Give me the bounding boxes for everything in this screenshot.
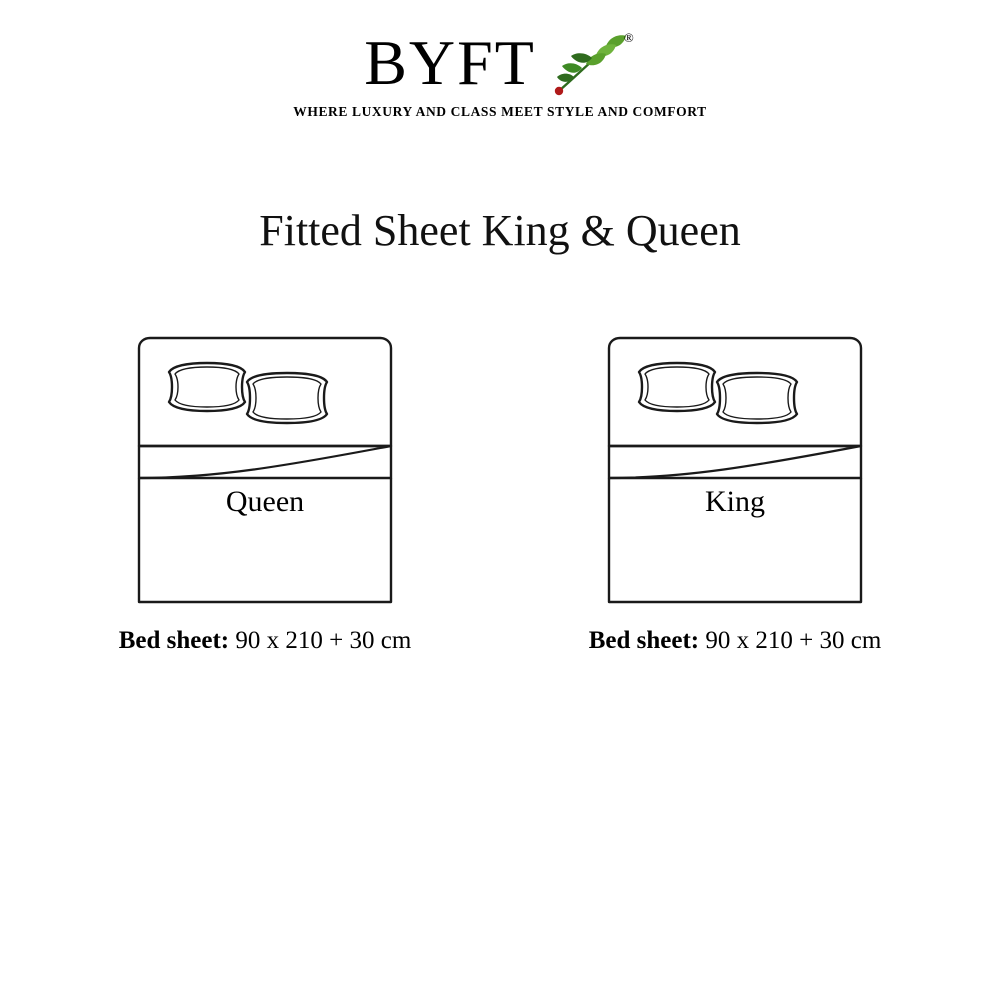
leaf-sprig-icon (546, 28, 636, 98)
registered-trademark-symbol: ® (623, 30, 634, 45)
brand-name: BYFT (364, 27, 536, 98)
bed-caption-label-queen: Bed sheet: (118, 627, 230, 654)
bed-label-king: King (705, 485, 765, 518)
bed-caption-label-king: Bed sheet: (588, 627, 700, 654)
bed-queen-icon (135, 330, 395, 605)
bed-block-king (588, 330, 882, 655)
bed-king-icon (605, 330, 865, 605)
page-title: Fitted Sheet King & Queen (259, 206, 741, 255)
bed-caption-value-queen: 90 x 210 + 30 cm (229, 627, 412, 654)
bed-caption-queen (45, 627, 485, 655)
bed-diagram-group (0, 330, 1000, 655)
bed-label-queen: Queen (225, 485, 305, 518)
brand-logo-row (0, 28, 1000, 98)
bed-block-queen (118, 330, 412, 655)
bed-caption-king (515, 627, 955, 655)
brand-header (0, 28, 1000, 120)
brand-tagline: WHERE LUXURY AND CLASS MEET STYLE AND COMFORT (293, 104, 707, 119)
bed-caption-value-king: 90 x 210 + 30 cm (699, 627, 882, 654)
